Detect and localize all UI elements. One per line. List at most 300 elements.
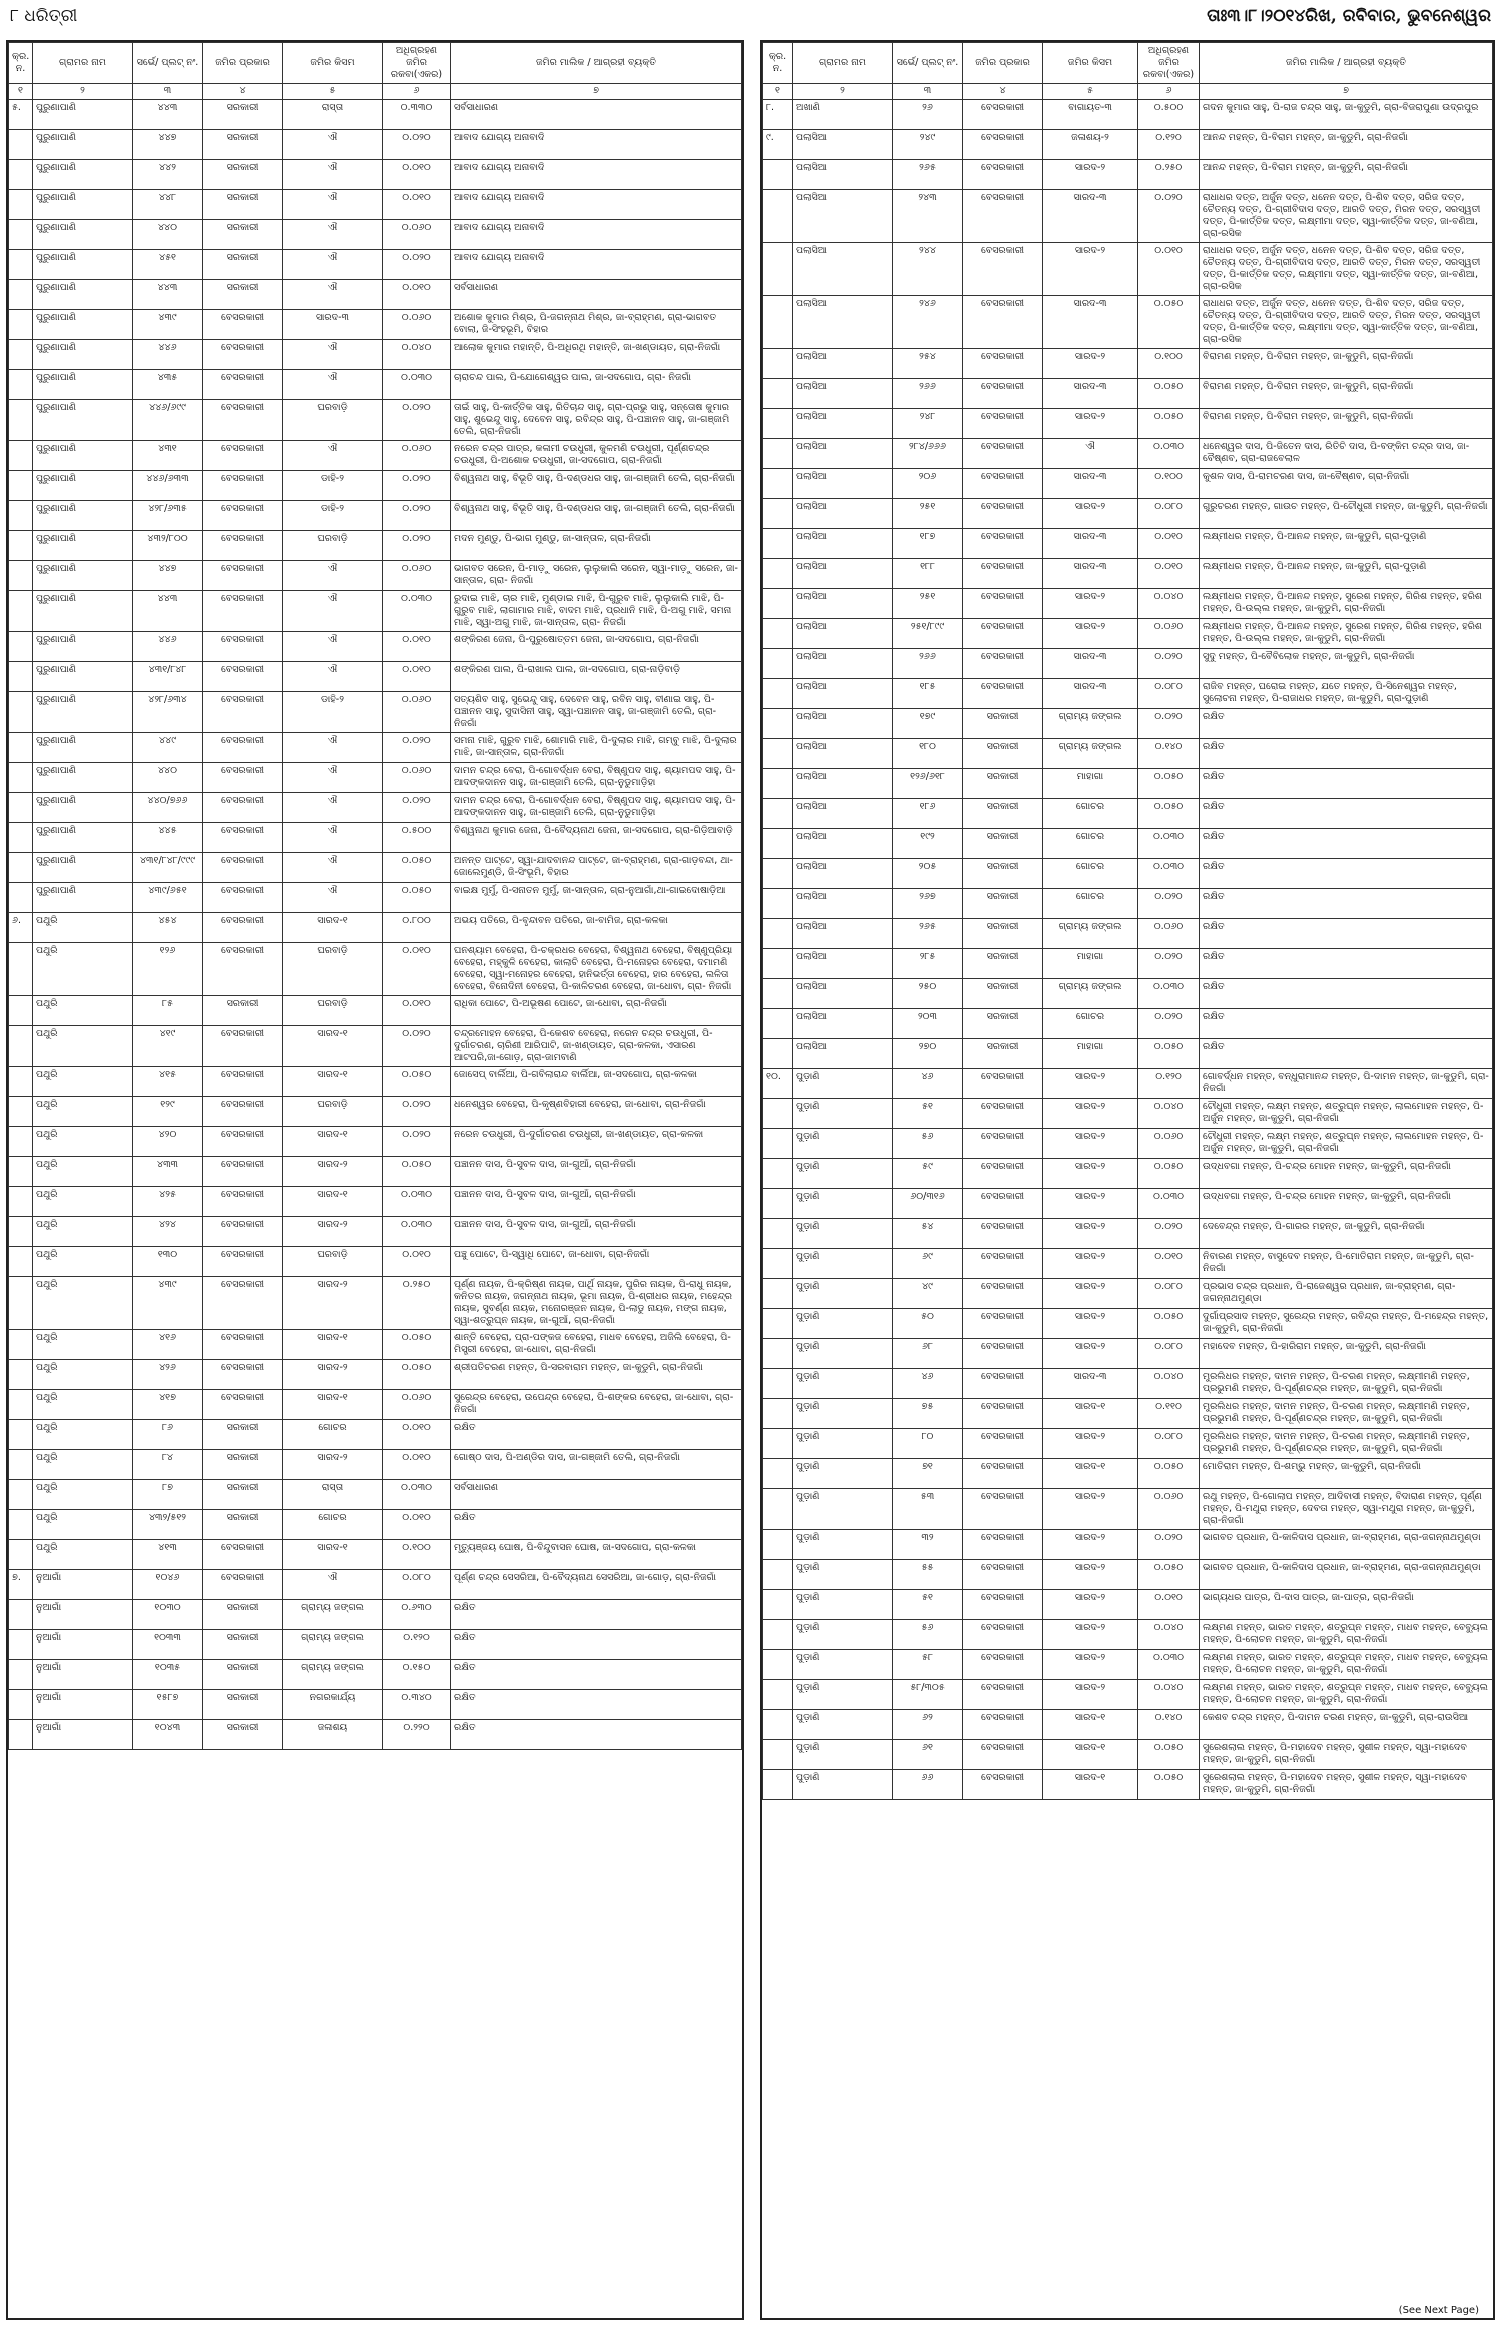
land-kisam-cell: ସାରଦ-୨ [1043,1129,1138,1159]
land-type-cell: ବେସରକାରୀ [963,100,1043,130]
owner-cell: ତାଇଁ ସାହୁ, ପି-କାର୍ତ୍ତିକ ସାହୁ, ରିତିଚାନ୍ଦ ସାହୁ, ଗ୍ରା-ପ୍ରଭୁ ସାହୁ, ସନ୍ତୋଷ କୁମାର ସାହୁ, ଶୁଭେନ୍ଦୁ ସାହୁ, ଦେବେନ ସାହୁ, ରବିନ୍ଦ୍ର ସାହୁ, ପି-ପଞ୍ଚାନନ ସାହୁ, ଜା-ଗଞ୍ଜାମି ତେଲି, ଗ୍ରା-ନିଜଗାଁ [451,400,742,441]
plot-number-cell: ୪୪୬ [133,340,203,370]
serial-cell [763,589,793,619]
table-row [9,853,742,883]
land-type-cell: ବେସରକାରୀ [203,793,283,823]
area-cell: ୦.୦୮୦ [383,1570,451,1600]
land-kisam-cell: ସାରଦ-୩ [1043,1369,1138,1399]
land-kisam-cell: ସାରଦ-୨ [283,1450,383,1480]
table-row [763,739,1493,769]
owner-cell: ବିଶ୍ୱନାଥ ସାହୁ, ବିଭୂତି ସାହୁ, ପି-ଦଣ୍ଡଧର ସାହୁ, ଜା-ଗଞ୍ଜାମି ତେଲି, ଗ୍ରା-ନିଜଗାଁ [451,501,742,531]
village-cell: ପୁରୁଣାପାଣି [33,853,133,883]
serial-cell [763,1620,793,1650]
land-kisam-cell: ଐ [283,853,383,883]
owner-cell: ଭାଗବତ ପ୍ରଧାନ, ପି-କାଳିଦାସ ପ୍ରଧାନ, ଜା-ବ୍ରାହ୍ମଣ, ଗ୍ରା-ଜଗନ୍ନାଥମୁଣ୍ଡା [1200,1530,1493,1560]
plot-number-cell: ୪୪୫ [133,823,203,853]
owner-cell: କୁଶଳ ଦାସ, ପି-ରାମଚରଣ ଦାସ, ଜା-ବୈଷ୍ଣବ, ଗ୍ରା-ନିଜଗାଁ [1200,469,1493,499]
plot-number-cell: ୪୩୨/୮୦୦ [133,531,203,561]
land-kisam-cell: ସାରଦ-୨ [1043,1069,1138,1099]
plot-number-cell: ୧୨୬ [133,943,203,996]
village-cell: ପଥୁରି [33,1067,133,1097]
plot-number-cell: ୧୦୪୬ [133,1570,203,1600]
col-number: ୧ [763,84,793,100]
owner-cell: ରକ୍ଷିତ [451,1600,742,1630]
land-kisam-cell: ସାରଦ-୨ [1043,499,1138,529]
land-kisam-cell: ଐ [283,733,383,763]
village-cell: ପଲାସିଆ [793,679,893,709]
land-type-cell: ବେସରକାରୀ [203,1067,283,1097]
plot-number-cell: ୨୪୮ [893,409,963,439]
table-row [9,190,742,220]
land-kisam-cell: ସାରଦ-୨ [1043,1249,1138,1279]
land-kisam-cell: ଗ୍ରାମ୍ୟ ଜଙ୍ଗଲ [283,1600,383,1630]
land-kisam-cell: ଗୋଚର [283,1510,383,1540]
serial-cell [763,769,793,799]
table-row [9,340,742,370]
owner-cell: ଅଭୟ ପତିରେ, ପି-ବୃନ୍ଦାବନ ପତିରେ, ଜା-ବାମିଜ, ଗ୍ରା-କଳକା [451,913,742,943]
land-type-cell: ସରକାରୀ [963,1039,1043,1069]
area-cell: ୦.୦୨୦ [1138,1530,1200,1560]
village-cell: ପଲାସିଆ [793,649,893,679]
table-row [9,220,742,250]
serial-cell [763,1770,793,1800]
plot-number-cell: ୨୬ [893,100,963,130]
village-cell: ପଥୁରି [33,1330,133,1360]
village-cell: ପଥୁରି [33,1247,133,1277]
serial-cell [9,1187,33,1217]
area-cell: ୦.୦୮୦ [1138,1339,1200,1369]
area-cell: ୦.୧୦୦ [383,1540,451,1570]
area-cell: ୦.୦୪୦ [383,340,451,370]
village-cell: ପୁରୁଣାପାଣି [33,220,133,250]
village-cell: ପଥୁରି [33,1450,133,1480]
serial-cell: ୮. [763,100,793,130]
serial-cell [9,441,33,471]
table-row [763,829,1493,859]
village-cell: ପଲାସିଆ [793,799,893,829]
serial-cell [9,1510,33,1540]
land-kisam-cell: ସାରଦ-୩ [1043,649,1138,679]
table-row [763,529,1493,559]
village-cell: ପଲାସିଆ [793,499,893,529]
area-cell: ୦.୦୩୦ [1138,979,1200,1009]
land-type-cell: ବେସରକାରୀ [203,1157,283,1187]
col-number: ୨ [33,84,133,100]
owner-cell: ରକ୍ଷିତ [1200,1009,1493,1039]
land-kisam-cell: ସାରଦ-୨ [283,1217,383,1247]
land-kisam-cell: ନଗରକାର୍ଯ୍ୟ [283,1690,383,1720]
land-type-cell: ବେସରକାରୀ [203,1097,283,1127]
column-number-row [763,84,1493,100]
serial-cell [9,1026,33,1067]
plot-number-cell: ୮୬ [133,1420,203,1450]
area-cell: ୦.୦୬୦ [1138,1129,1200,1159]
land-type-cell: ବେସରକାରୀ [963,1710,1043,1740]
land-kisam-cell: ସାରଦ-୨ [1043,1620,1138,1650]
serial-cell [763,1249,793,1279]
plot-number-cell: ୪୪୭ [133,561,203,591]
land-kisam-cell: ଗୋଚର [1043,799,1138,829]
table-row [9,1570,742,1600]
owner-cell: ବିଶ୍ୱନାଥ କୁମାର ଜେନା, ପି-ବୈଦ୍ୟନାଥ ଜେନା, ଜା-ସଦଗୋପ, ଗ୍ରା-ଗିଡ଼ିଆବାଡ଼ି [451,823,742,853]
area-cell: ୦.୦୫୦ [383,853,451,883]
owner-cell: ରାଧାଧର ଦତ୍ତ, ଅର୍ଜୁନ ଦତ୍ତ, ଧନେନ ଦତ୍ତ, ପି-ଶିବ ଦତ୍ତ, ସରିଜ ଦତ୍ତ, ଚୈତନ୍ୟ ଦତ୍ତ, ପି-ଗ୍ରୀବିଦାସ ଦତ୍ତ, ଆରତି ଦତ୍ତ, ମିରନ ଦତ୍ତ, ସରସ୍ୱତୀ ଦତ୍ତ, ପି-କାର୍ତ୍ତିକ ଦତ୍ତ, ଲକ୍ଷ୍ମୀମା ଦତ୍ତ, ସ୍ୱା-କାର୍ତ୍ତିକ ଦତ୍ତ, ଜା-ବଣିଆ, ଗ୍ରା-ରସିକ [1200,190,1493,243]
land-kisam-cell: ସାରଦ-୧ [283,1026,383,1067]
plot-number-cell: ୨୬୫ [893,919,963,949]
table-row [9,996,742,1026]
village-cell: ପଲାସିଆ [793,829,893,859]
table-header-row [763,43,1493,84]
left-land-table-panel [6,40,744,2320]
area-cell: ୦.୦୬୦ [383,763,451,793]
land-kisam-cell: ସାରଦ-୨ [1043,1189,1138,1219]
plot-number-cell: ୪୧୬ [133,1330,203,1360]
village-cell: ପୁରୁଣାପାଣି [33,823,133,853]
plot-number-cell: ୪୧୭ [133,1390,203,1420]
land-kisam-cell: ସାରଦ-୨ [1043,1219,1138,1249]
area-cell: ୦.୦୧୦ [383,280,451,310]
table-row [763,1189,1493,1219]
col-header-land-type: ଜମିର ପ୍ରକାର [963,43,1043,84]
area-cell: ୦.୦୨୦ [1138,949,1200,979]
plot-number-cell: ୧୮୭ [893,529,963,559]
land-kisam-cell: ଐ [283,340,383,370]
land-kisam-cell: ସାରଦ-୨ [1043,619,1138,649]
owner-cell: ସର୍ବସାଧାରଣ [451,280,742,310]
table-row [763,1560,1493,1590]
plot-number-cell: ୪୪୩ [133,591,203,632]
land-type-cell: ବେସରକାରୀ [963,1339,1043,1369]
area-cell: ୦.୨୨୦ [383,1720,451,1750]
serial-cell [763,1159,793,1189]
village-cell: ନୁଆଗାଁ [33,1690,133,1720]
land-type-cell: ବେସରକାରୀ [963,1680,1043,1710]
plot-number-cell: ୫୪ [893,1219,963,1249]
serial-cell [763,190,793,243]
village-cell: ପଥୁରି [33,1277,133,1330]
land-type-cell: ବେସରକାରୀ [203,501,283,531]
land-type-cell: ସରକାରୀ [963,919,1043,949]
serial-cell [763,859,793,889]
owner-cell: ସମନା ମାଝି, ଗୁରୁବ ମାଝି, ଶୋମାରି ମାଝି, ପି-ଦୁଲାର ମାଝି, ଗମ୍ବୁ ମାଝି, ପି-ଦୁଲାର ମାଝି, ଜା-ସାନ୍ତାଳ, ଗ୍ରା-ନିଜଗାଁ [451,733,742,763]
area-cell: ୦.୦୩୦ [1138,829,1200,859]
table-row [9,370,742,400]
area-cell: ୦.୦୫୦ [383,1067,451,1097]
owner-cell: କେଶବ ଚନ୍ଦ୍ର ମହନ୍ତ, ପି-ଦାମନ ଚରଣ ମହନ୍ତ, ଜା-କୁଡୁମି, ଗ୍ରା-ରାଉସିଆ [1200,1710,1493,1740]
table-row [9,280,742,310]
owner-cell: ଲକ୍ଷ୍ମୀଧର ମହନ୍ତ, ପି-ଆନନ୍ଦ ମହନ୍ତ, ସୁରେଶ ମହନ୍ତ, ଗିରିଶ ମହନ୍ତ, ହରିଶ ମହନ୍ତ, ପି-ଉଲ୍ଲ ମହନ୍ତ, ଜା-କୁଡୁମି, ଗ୍ରା-ନିଜଗାଁ [1200,619,1493,649]
plot-number-cell: ୧୮୬ [893,799,963,829]
table-row [9,561,742,591]
serial-cell [9,471,33,501]
plot-number-cell: ୫୮/୩୦୫ [893,1680,963,1710]
plot-number-cell: ୪୨୪ [133,1217,203,1247]
table-row [763,769,1493,799]
owner-cell: ଧନେଶ୍ୱର ବେହେରା, ପି-କୃଷ୍ଣବିହାରୀ ବେହେରା, ଜା-ଧୋବା, ଗ୍ରା-ନିଜଗାଁ [451,1097,742,1127]
land-kisam-cell: ସାରଦ-୧ [283,1187,383,1217]
area-cell: ୦.୦୩୦ [383,1187,451,1217]
plot-number-cell: ୨୭୦ [893,1039,963,1069]
village-cell: ପଲାସିଆ [793,889,893,919]
village-cell: ପଲାସିଆ [793,243,893,296]
table-row [9,913,742,943]
col-header-serial: କ୍ର. ନ. [9,43,33,84]
owner-cell: ବିରାମଣ ମହନ୍ତ, ପି-ବିରାମ ମହନ୍ତ, ଜା-କୁଡୁମି, ଗ୍ରା-ନିଜଗାଁ [1200,379,1493,409]
table-row [763,1489,1493,1530]
serial-cell [9,130,33,160]
village-cell: ପୁରୁଣାପାଣି [33,531,133,561]
table-row [9,1330,742,1360]
land-type-cell: ବେସରକାରୀ [963,243,1043,296]
land-type-cell: ବେସରକାରୀ [963,469,1043,499]
land-type-cell: ସରକାରୀ [963,859,1043,889]
table-row [763,1039,1493,1069]
plot-number-cell: ୨୮୫ [893,949,963,979]
serial-cell [763,529,793,559]
land-kisam-cell: ଘରବାଡ଼ି [283,1247,383,1277]
area-cell: ୦.୮୦୦ [383,913,451,943]
plot-number-cell: ୧୦୩୫ [133,1660,203,1690]
serial-cell [763,1399,793,1429]
owner-cell: ରକ୍ଷିତ [1200,859,1493,889]
owner-cell: ସୁରେନ୍ଦ୍ର ବେହେରା, ଉପେନ୍ଦ୍ର ବେହେରା, ପି-ଶଙ୍କର ବେହେରା, ଜା-ଧୋବା, ଗ୍ରା-ନିଜଗାଁ [451,1390,742,1420]
area-cell: ୦.୦୩୦ [1138,859,1200,889]
serial-cell [763,1099,793,1129]
land-type-cell: ବେସରକାରୀ [203,531,283,561]
land-kisam-cell: ସାରଦ-୨ [1043,1530,1138,1560]
owner-cell: ଅଶୋକ କୁମାର ମିଶ୍ର, ପି-ଜଗନ୍ନାଥ ମିଶ୍ର, ଜା-ବ୍ରାହ୍ମଣ, ଗ୍ରା-ଭାଗବତ ବୋଲା, ଜି-ସିଂହଭୂମି, ବିହାର [451,310,742,340]
village-cell: ପୁଡ଼ାଣି [793,1369,893,1399]
table-row [763,100,1493,130]
area-cell: ୦.୦୬୦ [383,310,451,340]
land-kisam-cell: ଐ [283,160,383,190]
col-number: ୧ [9,84,33,100]
serial-cell [763,1530,793,1560]
village-cell: ପୁରୁଣାପାଣି [33,340,133,370]
serial-cell [9,1690,33,1720]
owner-cell: ଶଙ୍କିରଣ ପାଲ, ପି-ରାଖାଲ ପାଲ, ଜା-ସଦଗୋପ, ଗ୍ରା-ନାଡ଼ିବାଡ଼ି [451,662,742,692]
land-type-cell: ସରକାରୀ [203,250,283,280]
date-line: ତାଃ୩।୮।୨୦୧୪ରିଖ, ରବିବାର, ଭୁବନେଶ୍ୱର [1207,6,1491,26]
serial-cell [763,1219,793,1249]
owner-cell: ନିବାରଣ ମହନ୍ତ, ବାସୁଦେବ ମହନ୍ତ, ପି-ମୋତିରାମ ମହନ୍ତ, ଜା-କୁଡୁମି, ଗ୍ରା-ନିଜଗାଁ [1200,1249,1493,1279]
area-cell: ୦.୧୫୦ [383,1660,451,1690]
col-number: ୪ [203,84,283,100]
land-kisam-cell: ସାରଦ-୩ [1043,559,1138,589]
serial-cell [763,160,793,190]
village-cell: ପୁରୁଣାପାଣି [33,280,133,310]
table-row [9,1510,742,1540]
land-kisam-cell: ଐ [283,883,383,913]
land-type-cell: ସରକାରୀ [203,190,283,220]
land-kisam-cell: ଡାହି-୨ [283,471,383,501]
area-cell: ୦.୦୩୦ [383,1217,451,1247]
land-kisam-cell: ଐ [283,1570,383,1600]
serial-cell [763,1129,793,1159]
land-type-cell: ସରକାରୀ [203,280,283,310]
serial-cell [9,190,33,220]
owner-cell: ଲକ୍ଷ୍ମଣ ମହନ୍ତ, ଭାରତ ମହନ୍ତ, ଶତ୍ରୁଘ୍ନ ମହନ୍ତ, ମାଧବ ମହନ୍ତ, ବେବ୍ୟୁଲ ମହନ୍ତ, ପି-ଲୋଚନ ମହନ୍ତ, ଜା-କୁଡୁମି, ଗ୍ରା-ନିଜଗାଁ [1200,1650,1493,1680]
area-cell: ୦.୩୪୦ [383,1690,451,1720]
table-row [9,733,742,763]
area-cell: ୦.୦୮୦ [1138,1279,1200,1309]
serial-cell [763,799,793,829]
land-kisam-cell: ସାରଦ-୧ [283,1390,383,1420]
table-row [9,1480,742,1510]
village-cell: ପୁରୁଣାପାଣି [33,441,133,471]
plot-number-cell: ୪୨୦ [133,1127,203,1157]
area-cell: ୦.୦୫୦ [1138,769,1200,799]
serial-cell: ୯. [763,130,793,160]
table-row [763,1650,1493,1680]
land-type-cell: ବେସରକାରୀ [203,1330,283,1360]
land-kisam-cell: ଗ୍ରାମ୍ୟ ଜଙ୍ଗଲ [1043,739,1138,769]
plot-number-cell: ୪୪୬/୬୯୯ [133,400,203,441]
serial-cell [763,1740,793,1770]
village-cell: ପୁରୁଣାପାଣି [33,400,133,441]
plot-number-cell: ୬୬ [893,1770,963,1800]
land-kisam-cell: ମାହାଗା [1043,1039,1138,1069]
land-kisam-cell: ଐ [283,370,383,400]
area-cell: ୦.୩୩୦ [383,100,451,130]
owner-cell: ଭାଗବତ ପ୍ରଧାନ, ପି-କାଳିଦାସ ପ୍ରଧାନ, ଜା-ବ୍ରାହ୍ମଣ, ଗ୍ରା-ଜଗନ୍ନାଥମୁଣ୍ଡା [1200,1560,1493,1590]
area-cell: ୦.୦୮୦ [1138,679,1200,709]
plot-number-cell: ୪୯ [893,1279,963,1309]
plot-number-cell: ୪୩୫ [133,370,203,400]
land-type-cell: ବେସରକାରୀ [963,160,1043,190]
village-cell: ପୁଡ଼ାଣି [793,1650,893,1680]
land-type-cell: ସରକାରୀ [203,1630,283,1660]
owner-cell: ପଞ୍ଚାନନ ଦାସ, ପି-ସୁବଳ ଦାସ, ଜା-ଗୁଆଁ, ଗ୍ରା-ନିଜଗାଁ [451,1217,742,1247]
col-number: ୪ [963,84,1043,100]
table-row [9,943,742,996]
serial-cell [763,1009,793,1039]
land-type-cell: ବେସରକାରୀ [963,1219,1043,1249]
serial-cell [9,1660,33,1690]
table-row [9,763,742,793]
serial-cell [763,499,793,529]
land-type-cell: ସରକାରୀ [963,1009,1043,1039]
area-cell: ୦.୫୦୦ [383,823,451,853]
plot-number-cell: ୧୮୦ [893,739,963,769]
village-cell: ପୁଡ଼ାଣି [793,1219,893,1249]
owner-cell: ଭାଗବତ ସରେନ, ପି-ମାଡ଼ୁ ସରେନ, ଲୁଲୁକାଲି ସରେନ, ସ୍ୱା-ମାଡ଼ୁ ସରେନ, ଜା-ସାନ୍ତାଳ, ଗ୍ରା- ନିଜଗାଁ [451,561,742,591]
land-type-cell: ବେସରକାରୀ [963,1620,1043,1650]
owner-cell: ରକ୍ଷିତ [1200,949,1493,979]
land-type-cell: ସରକାରୀ [203,220,283,250]
owner-cell: ଉଦ୍ଧବଗା ମହନ୍ତ, ପି-ଚନ୍ଦ୍ର ମୋହନ ମହନ୍ତ, ଜା-କୁଡୁମି, ଗ୍ରା-ନିଜଗାଁ [1200,1189,1493,1219]
village-cell: ପଥୁରି [33,913,133,943]
area-cell: ୦.୦୩୦ [1138,439,1200,469]
serial-cell [763,409,793,439]
land-kisam-cell: ସାରଦ-୨ [1043,1309,1138,1339]
land-type-cell: ବେସରକାରୀ [963,1560,1043,1590]
serial-cell [763,889,793,919]
table-row [763,1770,1493,1800]
owner-cell: ଲକ୍ଷ୍ମଣ ମହନ୍ତ, ଭାରତ ମହନ୍ତ, ଶତ୍ରୁଘ୍ନ ମହନ୍ତ, ମାଧବ ମହନ୍ତ, ବେବ୍ୟୁଲ ମହନ୍ତ, ପି-ଲୋଚନ ମହନ୍ତ, ଜା-କୁଡୁମି, ଗ୍ରା-ନିଜଗାଁ [1200,1680,1493,1710]
owner-cell: ଟୌଧୁରୀ ମହନ୍ତ, ଲକ୍ଷ୍ମ ମହନ୍ତ, ଶତ୍ରୁଘ୍ନ ମହନ୍ତ, ଲାଲମୋହନ ମହନ୍ତ, ପି-ଅର୍ଜୁନ ମହନ୍ତ, ଜା-କୁଡୁମି, ଗ୍ରା-ନିଜଗାଁ [1200,1129,1493,1159]
village-cell: ପୁଡ଼ାଣି [793,1129,893,1159]
serial-cell [9,763,33,793]
serial-cell [9,853,33,883]
village-cell: ପଲାସିଆ [793,529,893,559]
col-number: ୩ [893,84,963,100]
col-header-area: ଅଧିଗ୍ରହଣ ଜମିର ରକବା(ଏକର) [1138,43,1200,84]
land-kisam-cell: ଐ [283,130,383,160]
plot-number-cell: ୫୦ [893,1309,963,1339]
land-kisam-cell: ଡାହି-୨ [283,501,383,531]
land-type-cell: ବେସରକାରୀ [203,441,283,471]
area-cell: ୦.୦୮୦ [1138,499,1200,529]
land-type-cell: ବେସରକାରୀ [963,1129,1043,1159]
area-cell: ୦.୦୬୦ [383,692,451,733]
village-cell: ପଲାସିଆ [793,709,893,739]
area-cell: ୦.୦୬୦ [383,220,451,250]
area-cell: ୦.୦୪୦ [1138,1620,1200,1650]
area-cell: ୦.୦୪୦ [1138,589,1200,619]
table-row [9,471,742,501]
plot-number-cell: ୫୩ [893,1489,963,1530]
serial-cell [9,1097,33,1127]
village-cell: ପଥୁରି [33,1480,133,1510]
col-number: ୫ [1043,84,1138,100]
village-cell: ପୁରୁଣାପାଣି [33,662,133,692]
table-row [763,469,1493,499]
land-type-cell: ବେସରକାରୀ [963,649,1043,679]
land-type-cell: ସରକାରୀ [203,1510,283,1540]
owner-cell: ଘନଶ୍ୟାମ ବେହେରା, ପି-ଚକ୍ରଧର ବେହେରା, ବିଶ୍ୱନାଥ ବେହେରା, ବିଷ୍ଣୁପ୍ରିୟା ବେହେରା, ମହ୍କୁଳି ବେହେରା, କାଲାଚି ବେହେରା, ପି-ମନୋହର ବେହେରା, ଦମାମଣି ବେହେରା, ସ୍ୱା-ମନୋହର ବେହେରା, ହାନିଭର୍ତ୍ତା ବେହେରା, ହାର ବେହେରା, ଲଳିତା ବେହେରା, ବିନୋଦିନୀ ବେହେରା, ପି-କାଳିଚରଣ ବେହେରା, ଜା-ଧୋବା, ଗ୍ରା- ନିଜଗାଁ [451,943,742,996]
land-kisam-cell: ଐ [283,763,383,793]
serial-cell [9,1277,33,1330]
serial-cell [763,1369,793,1399]
plot-number-cell: ୬୯ [893,1249,963,1279]
village-cell: ପୁଡ଼ାଣି [793,1099,893,1129]
area-cell: ୦.୦୫୦ [1138,1039,1200,1069]
owner-cell: ପ୍ରଭାସ ଚନ୍ଦ୍ର ପ୍ରଧାନ, ପି-ରାଜେଶ୍ୱର ପ୍ରଧାନ, ଜା-ବ୍ରାହ୍ମଣ, ଗ୍ରା-ଜଗନ୍ନାଥମୁଣ୍ଡା [1200,1279,1493,1309]
village-cell: ପୁରୁଣାପାଣି [33,310,133,340]
land-kisam-cell: ଐ [283,632,383,662]
column-number-row [9,84,742,100]
land-kisam-cell: ସାରଦ-୧ [283,1067,383,1097]
table-row [763,1399,1493,1429]
plot-number-cell: ୪୬ [893,1069,963,1099]
owner-cell: ବାଇକ୍ଷ ମୁର୍ମୁ, ପି-ସନାତନ ମୁର୍ମୁ, ଜା-ସାନ୍ତାଳ, ଗ୍ରା-ନୁଆଗାଁ,ଥା-ଗାଇଦୋଷାଡ଼ିଆ [451,883,742,913]
plot-number-cell: ୪୪୦ [133,763,203,793]
land-kisam-cell: ସାରଦ-୨ [1043,589,1138,619]
table-row [763,1590,1493,1620]
plot-number-cell: ୪୩୧/୮୪୮/୯୯୯ [133,853,203,883]
land-kisam-cell: ଘରବାଡ଼ି [283,943,383,996]
village-cell: ପୁରୁଣାପାଣି [33,100,133,130]
land-kisam-cell: ସାରଦ-୧ [1043,1399,1138,1429]
serial-cell [9,310,33,340]
table-row [9,591,742,632]
serial-cell [9,220,33,250]
plot-number-cell: ୬୧ [893,1740,963,1770]
land-kisam-cell: ଘରବାଡ଼ି [283,531,383,561]
plot-number-cell: ୪୪୬/୬୩୩ [133,471,203,501]
land-type-cell: ବେସରକାରୀ [203,1217,283,1247]
area-cell: ୦.୧୨୦ [383,1630,451,1660]
village-cell: ପୁଡ଼ାଣି [793,1279,893,1309]
serial-cell [9,1630,33,1660]
plot-number-cell: ୪୫୧ [133,250,203,280]
land-type-cell: ସରକାରୀ [963,979,1043,1009]
serial-cell [9,1600,33,1630]
table-row [763,619,1493,649]
table-row [9,1187,742,1217]
table-row [763,190,1493,243]
